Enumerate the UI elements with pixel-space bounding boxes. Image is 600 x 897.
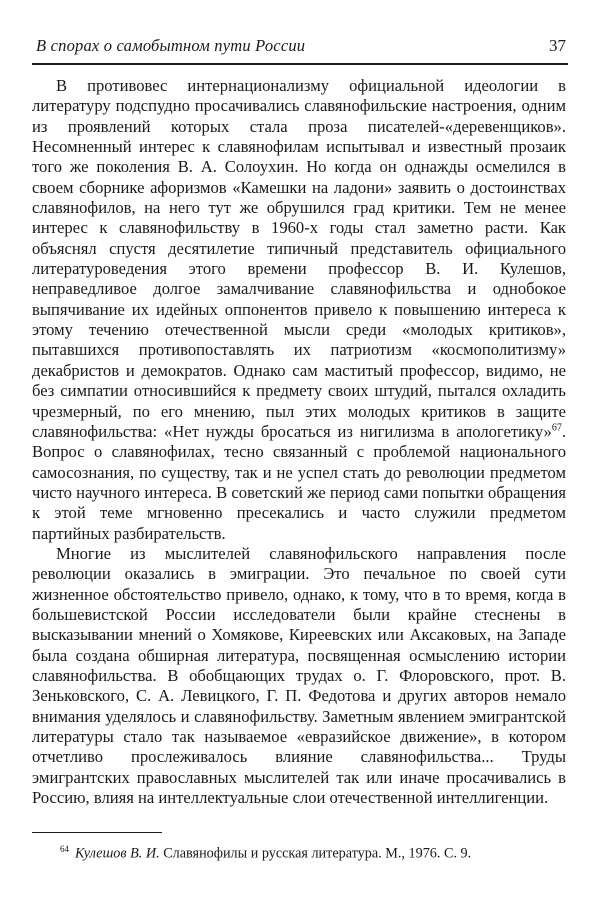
paragraph-1 [32,76,566,544]
footnote-marker: 64 [60,844,69,854]
paragraph-2: Многие из мыслителей славянофильского направления после революции оказались в эмиграции. Это печальное по своей сути жизненное обстоятельство привело, однако, к тому, что в то время, когда в большевистской России исследователи были крайне стеснены в высказывании мнений о Хомякове, Киреевских или Аксаковых, на Западе была создана обширная литература, посвященная осмыслению истории славянофильства. В обобщающих трудах о. Г. Флоровского, прот. В. Зеньковского, С. А. Левицкого, Г. П. Федотова и других авторов немало внимания уделялось и славянофильству. Заметным явлением эмигрантской литературы стало так называемое «евразийское движение», в котором отчетливо прослеживалось влияние славянофильства... Труды эмигрантских православных мыслителей так или иначе просачивались в Россию, влияя на интеллектуальные слои отечественной интеллигенции. [32,543,566,808]
footnote-author: Кулешов В. И. [75,845,160,862]
page-number: 37 [549,36,566,55]
footnote-text: Славянофилы и русская литература. М., 1976. С. 9. [159,845,472,862]
running-title: В спорах о самобытном пути России [36,36,306,55]
main-text [32,76,566,808]
footnote-divider [32,832,162,833]
paragraph-1-text-continued: . Вопрос о славянофилах, тесно связанный с проблемой национального самосознания, по существу, так и не успел стать до революции предметом чисто научного интереса. В советский же период сами попытки обращения к этой теме мгновенно пресекались и часто служили предметом партийных разбирательств. [32,421,566,543]
paragraph-1-text: В противовес интернационализму официальной идеологии в литературу подспудно просачивались славянофильские настроения, одним из проявлений которых стала проза писателей-«деревенщиков». Несомненный интерес к славянофилам испытывал и известный прозаик того же поколения В. А. Солоухин. Но когда он однажды осмелился в своем сборнике афоризмов «Камешки на ладони» заявить о достоинствах славянофилов, на него тут же обрушился град критики. Тем не менее интерес к славянофильству в 1960-х годы стал заметно расти. Как объяснял спустя десятилетие типичный представитель официального литературоведения этого времени профессор В. И. Кулешов, неправедливое долгое замалчивание славянофильства и однобокое выпячивание их идейных оппонентов привело к повышению интереса к этому течению отечественной мысли среди «молодых критиков», пытавшихся противопоставлять их патриотизм «космополитизму» декабристов и демократов. Однако сам маститый профессор, видимо, не без симпатии относившийся к предмету своих штудий, пытался охладить чрезмерный, по его мнению, пыл этих молодых критиков в защите славянофильства: «Нет нужды бросаться из нигилизма в апологетику» [32,76,566,441]
footnote-reference: 67 [551,422,562,434]
page-header [32,33,568,65]
footnote [60,840,570,863]
